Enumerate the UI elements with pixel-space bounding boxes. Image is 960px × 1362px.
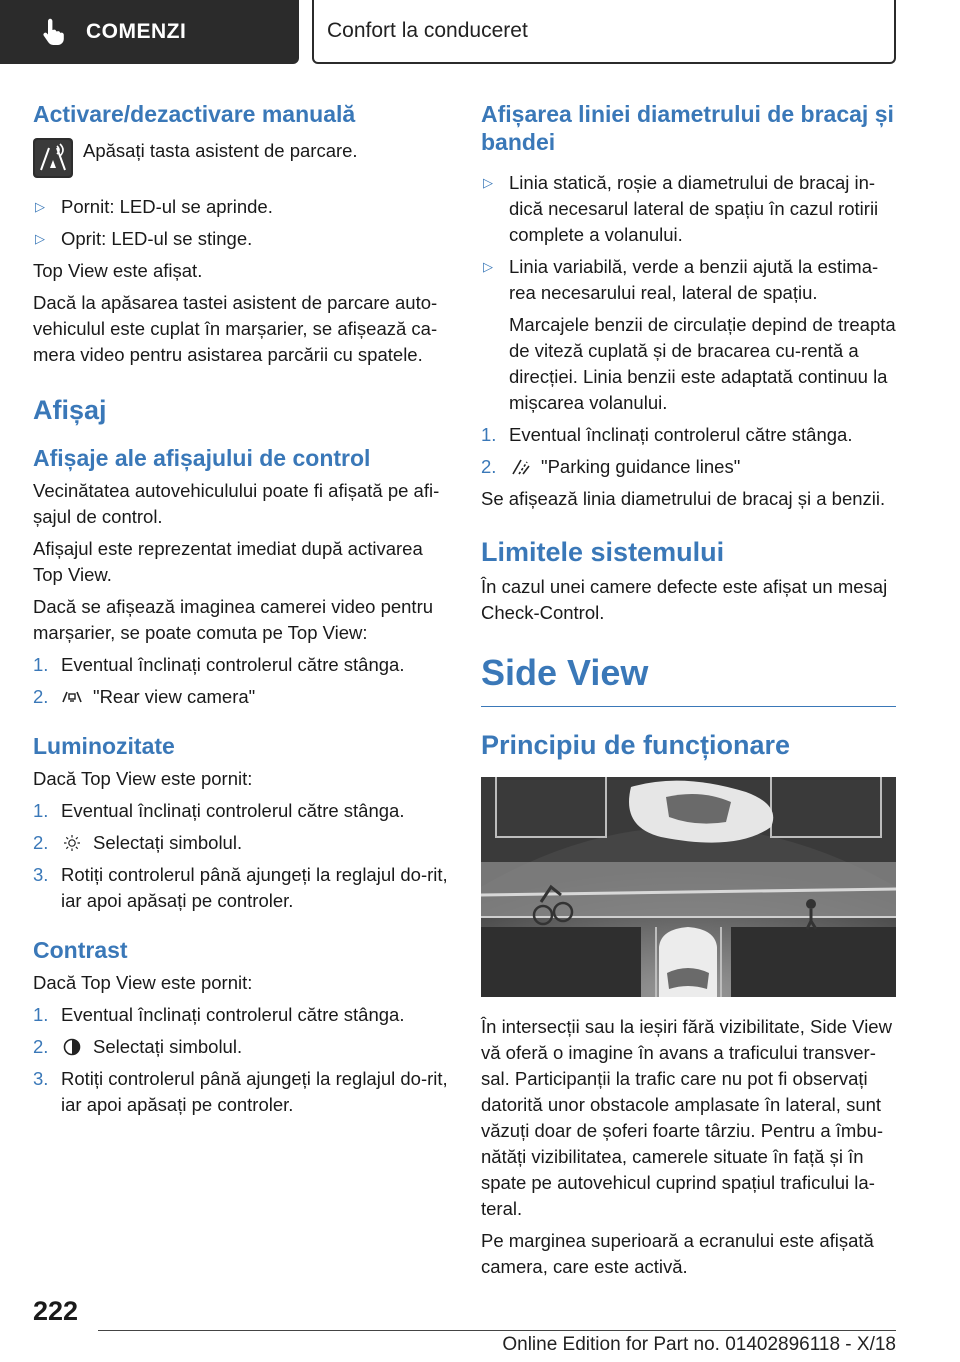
paragraph: Dacă se afișează imaginea camerei video pentru marșarier, se poate comuta pe Top View: [33,596,434,643]
list-item: ▷ Pornit: LED-ul se aprinde. [33,194,448,220]
guidance-lines-icon [509,458,531,476]
triangle-bullet-icon: ▷ [35,231,45,246]
list-item: 1. Eventual înclinați controlerul către stânga. [33,1004,405,1025]
triangle-bullet-icon: ▷ [483,175,493,190]
heading-lines: Afișarea liniei diametrului de bracaj și bandei [481,101,894,155]
contrast-icon [61,1038,83,1056]
paragraph: Top View este afișat. [33,260,203,281]
chapter-tab-label: COMENZI [86,20,187,43]
list-item: ▷ Linia statică, roșie a diametrului de bracaj in-dică necesarul lateral de spațiu în cazul rotirii complete a volanului. [481,170,896,248]
paragraph: Dacă la apăsarea tastei asistent de parcare auto-vehiculul este cuplat în marșarier, se afișează ca-mera video pentru asistarea parcării cu spatele. [33,292,438,365]
hand-pointer-icon [40,18,66,46]
list-item: 3. Rotiți controlerul până ajungeți la reglajul do-rit, iar apoi apăsați pe controler. [33,1068,448,1115]
heading-principle: Principiu de funcționare [481,730,791,760]
list-item: 1. Eventual înclinați controlerul către stânga. [481,424,853,445]
triangle-bullet-icon: ▷ [35,199,45,214]
park-assist-button-icon [33,138,73,178]
side-view-photo [481,777,896,997]
chapter-tab[interactable] [0,0,299,64]
triangle-bullet-icon: ▷ [483,259,493,274]
list-item: 2. "Rear view camera" [33,686,256,707]
paragraph: Dacă Top View este pornit: [33,768,253,789]
list-item: 1. Eventual înclinați controlerul către stânga. [33,800,405,821]
list-item: ▷ Oprit: LED-ul se stinge. [33,226,448,252]
heading-luminozitate: Luminozitate [33,733,175,759]
page-footer [0,1296,960,1362]
list-item: 2. Selectați simbolul. [33,832,243,853]
list-item: 1. Eventual înclinați controlerul către stânga. [33,654,405,675]
heading-side-view: Side View [481,652,896,707]
heading-contrast: Contrast [33,937,128,963]
section-title: Confort la conduceret [312,0,896,64]
brightness-sun-icon [61,834,83,852]
heading-limits: Limitele sistemului [481,537,725,567]
paragraph: Dacă Top View este pornit: [33,972,253,993]
heading-afisaje-control: Afișaje ale afișajului de control [33,445,371,471]
heading-afisaj: Afișaj [33,395,107,425]
page-number: 222 [33,1296,79,1326]
left-column [33,100,448,1124]
paragraph: Afișajul este reprezentat imediat după activarea Top View. [33,538,423,585]
list-item: 3. Rotiți controlerul până ajungeți la reglajul do-rit, iar apoi apăsați pe controler. [33,864,448,911]
right-column [481,100,896,1286]
heading-manual: Activare/dezactivare manuală [33,101,356,127]
list-item: 2. Selectați simbolul. [33,1036,243,1057]
list-item-continuation: Marcajele benzii de circulație depind de treapta de viteză cuplată și de bracarea cu-rentă a direcției. Linia benzii este adaptată continuu la mișcarea volanului. [509,314,896,413]
paragraph: În intersecții sau la ieșiri fără vizibilitate, Side View vă oferă o imagine în avans a traficului transver-sal. Participanții la trafic care nu pot fi observați datorită unor obstacole amplasate în lateral, sunt văzuți doar de șoferi foarte târziu. Pentru a îmbu-nătăți vizibilitatea, camerele situate în față și în spate pe autovehicul cuprind spațiul traficului la-teral. [481,1016,892,1219]
paragraph: Vecinătatea autovehiculului poate fi afișată pe afi-șajul de control. [33,480,440,527]
list-item: ▷ Linia variabilă, verde a benzii ajută la estima-rea necesarului real, lateral de spațiu. [481,254,896,306]
rear-camera-icon [61,688,83,706]
page-header [0,0,960,66]
paragraph: Pe marginea superioară a ecranului este afișată camera, care este activă. [481,1230,874,1277]
paragraph: În cazul unei camere defecte este afișat un mesaj Check-Control. [481,576,888,623]
paragraph: Se afișează linia diametrului de bracaj și a benzii. [481,488,886,509]
park-assist-text: Apăsați tasta asistent de parcare. [83,140,358,161]
park-assist-row [33,138,448,178]
edition-text: Online Edition for Part no. 01402896118 - X/18 [502,1334,896,1355]
list-item: 2. "Parking guidance lines" [481,456,741,477]
footer-divider [98,1330,896,1331]
